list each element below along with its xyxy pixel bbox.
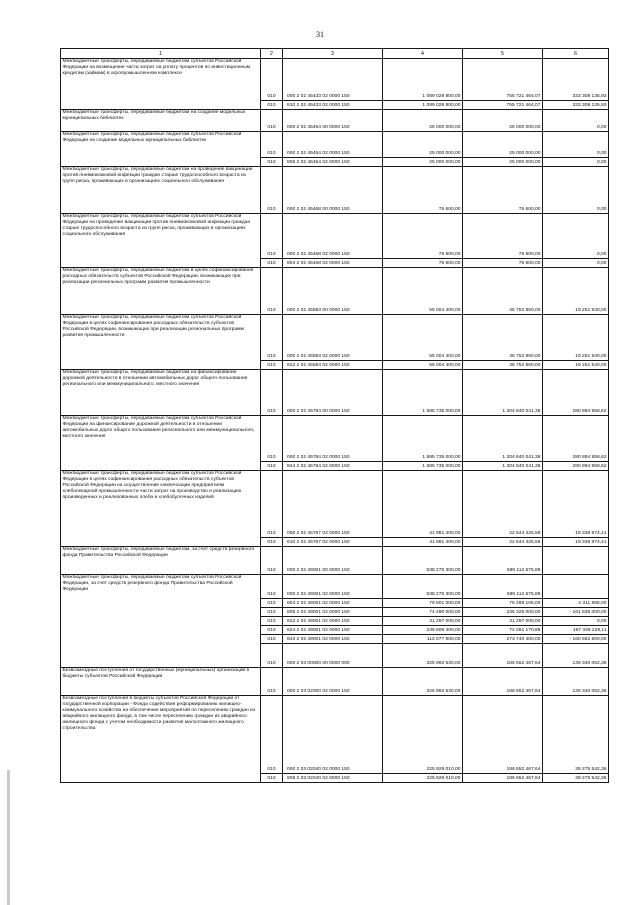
table-row (61, 547, 609, 575)
row-kbk: 000 2 02 45784 00 0000 150 (283, 370, 383, 416)
row-kbk: 000 2 03 02000 02 0000 150 (283, 668, 383, 696)
row-name: Межбюджетные трансферты, передаваемые бюджетам на создание модельных муниципальных библиотек (62, 110, 246, 121)
row-code: 010 (261, 774, 283, 783)
row-code: 010 (261, 59, 283, 101)
row-plan: 55 004 400,00 (383, 315, 463, 361)
table-row (61, 696, 609, 774)
row-name: Межбюджетные трансферты, передаваемые бюджетам субъектов Российской Федерации на проведение вакцинации против пневмококковой инфекции граждан старше трудоспособного возраста из групп риска, проживающих в организациях социального обслуживания (62, 214, 251, 237)
row-rest: 0,00 (543, 259, 609, 268)
row-kbk: 844 2 02 45784 02 0000 150 (283, 462, 383, 471)
row-kbk: 804 2 02 45468 02 0000 150 (283, 259, 383, 268)
table-header-row (61, 49, 609, 59)
row-rest (543, 575, 609, 599)
row-plan: 325 992 530,00 (383, 644, 463, 668)
row-kbk: 808 2 03 02040 02 0000 150 (283, 774, 383, 783)
row-kbk: 805 2 02 49001 02 0000 150 (283, 608, 383, 617)
row-code: 010 (261, 626, 283, 635)
row-plan: 538 275 300,00 (383, 575, 463, 599)
table-row (61, 471, 609, 538)
row-code: 010 (261, 696, 283, 774)
table-row (61, 575, 609, 599)
row-rest: 19 251 540,00 (543, 361, 609, 370)
scan-edge-shadow (7, 770, 10, 905)
row-code: 010 (261, 315, 283, 361)
row-name-cell (61, 370, 261, 416)
row-kbk: 810 2 02 45767 02 0000 150 (283, 538, 383, 547)
row-code: 010 (261, 471, 283, 538)
row-done: 186 652 467,64 (463, 774, 543, 783)
row-code: 010 (261, 644, 283, 668)
row-rest: 19 251 540,00 (543, 268, 609, 315)
row-name: Межбюджетные трансферты, передаваемые бюджетам субъектов Российской Федерации на финансирование дорожной деятельности в отношении автомобильных дорог общего пользования регионального или межмуниципального, местного значения (62, 416, 255, 439)
row-code: 010 (261, 462, 283, 471)
row-rest: 139 340 062,36 (543, 644, 609, 668)
row-rest: 0,00 (543, 167, 609, 214)
row-kbk: 810 2 02 45433 02 0000 150 (283, 101, 383, 110)
row-rest: 0,00 (543, 158, 609, 167)
row-done: 186 652 467,64 (463, 668, 543, 696)
row-done: 75 600,00 (463, 214, 543, 259)
row-plan: 74 490 000,00 (383, 608, 463, 617)
row-done: 186 652 467,64 (463, 644, 543, 668)
row-kbk: 000 2 02 45593 02 0000 150 (283, 315, 383, 361)
row-plan: 75 600,00 (383, 167, 463, 214)
row-kbk: 000 2 02 49001 02 0000 150 (283, 575, 383, 599)
row-plan: 25 000 000,00 (383, 132, 463, 158)
row-done: 1 304 840 041,38 (463, 370, 543, 416)
row-done: 25 000 000,00 (463, 132, 543, 158)
row-rest: 333 308 135,93 (543, 59, 609, 101)
row-code: 010 (261, 547, 283, 575)
row-code: 010 (261, 167, 283, 214)
row-plan: 1 585 735 000,00 (383, 416, 463, 462)
row-kbk: 000 2 02 45454 02 0000 150 (283, 132, 383, 158)
row-plan: 225 929 010,00 (383, 774, 463, 783)
row-name-cell (61, 110, 261, 132)
row-rest: 280 894 958,62 (543, 370, 609, 416)
row-name: Межбюджетные трансферты, передаваемые бюджетам субъектов Российской Федерации на создание модельных муниципальных библиотек (62, 132, 242, 143)
row-plan: 113 077 900,00 (383, 635, 463, 644)
row-rest: 0,00 (543, 617, 609, 626)
table-row (61, 315, 609, 361)
row-name-cell (61, 471, 261, 547)
row-plan: 225 929 010,00 (383, 696, 463, 774)
row-done: 25 000 000,00 (463, 110, 543, 132)
row-rest: 19 336 974,41 (543, 538, 609, 547)
row-plan: 25 000 000,00 (383, 110, 463, 132)
row-plan: 31 297 000,00 (383, 617, 463, 626)
row-name: Межбюджетные трансферты, передаваемые бюджетам субъектов Российской Федерации, за счет средств резервного фонда Правительства Российской Федерации (62, 575, 242, 592)
row-name-cell (61, 167, 261, 214)
row-plan: 538 275 300,00 (383, 547, 463, 575)
row-plan: 55 004 400,00 (383, 361, 463, 370)
header-cell: 2 (261, 49, 283, 59)
row-code: 010 (261, 575, 283, 599)
row-done: 236 325 000,00 (463, 608, 543, 617)
row-kbk: 000 2 02 45593 00 0000 150 (283, 268, 383, 315)
row-name-cell (61, 315, 261, 370)
row-name-cell (61, 668, 261, 696)
row-code: 010 (261, 416, 283, 462)
header-cell: 5 (463, 49, 543, 59)
row-code: 010 (261, 361, 283, 370)
row-kbk: 806 2 02 45454 02 0000 150 (283, 158, 383, 167)
row-rest: 167 348 229,11 (543, 626, 609, 635)
row-plan: 41 981 400,00 (383, 538, 463, 547)
row-name-cell (61, 214, 261, 268)
row-plan: 325 992 530,00 (383, 668, 463, 696)
row-plan: 41 981 400,00 (383, 471, 463, 538)
row-code: 010 (261, 608, 283, 617)
row-name: Межбюджетные трансферты, передаваемые бюджетам субъектов Российской Федерации на возмещение части затрат на уплату процентов по инвестиционным кредитам (займам) в агропромышленном комплексе (62, 59, 250, 76)
row-name-cell (61, 268, 261, 315)
table-row (61, 59, 609, 101)
row-rest: 280 894 958,62 (543, 462, 609, 471)
row-plan: 55 004 400,00 (383, 268, 463, 315)
row-kbk: 000 2 03 00000 00 0000 000 (283, 644, 383, 668)
row-done: 186 652 467,64 (463, 696, 543, 774)
row-kbk: 000 2 03 02040 02 0000 150 (283, 696, 383, 774)
row-name: Безвозмездные поступления в бюджеты субъектов Российской Федерации от государственной корпорации - Фонда содействия реформированию жилищно-коммунального хозяйства на обеспечение мероприятий по переселению граждан из аварийного жилищного фонда, в том числе переселению граждан из аварийного жилищного фонда с учетом необходимости развития малоэтажного жилищного строительства (62, 696, 256, 731)
row-kbk: 843 2 02 49001 02 0000 150 (283, 635, 383, 644)
row-done: 35 752 860,00 (463, 315, 543, 361)
row-kbk: 804 2 02 49001 02 0000 150 (283, 599, 383, 608)
row-done: 35 752 860,00 (463, 268, 543, 315)
row-code: 010 (261, 668, 283, 696)
row-code: 010 (261, 110, 283, 132)
row-rest: 0,00 (543, 214, 609, 259)
row-plan: 75 600,00 (383, 214, 463, 259)
row-done: 75 489 105,00 (463, 599, 543, 608)
budget-table (60, 48, 609, 783)
row-plan: 239 609 400,00 (383, 626, 463, 635)
row-name: Межбюджетные трансферты, передаваемые бюджетам на финансирование дорожной деятельности в отношении автомобильных дорог общего пользования регионального или межмуниципального, местного значения (62, 370, 248, 387)
row-plan: 1 089 029 800,00 (383, 59, 463, 101)
row-plan: 25 000 000,00 (383, 158, 463, 167)
row-done: 1 304 840 041,38 (463, 416, 543, 462)
row-code: 010 (261, 599, 283, 608)
row-rest: 39 275 542,36 (543, 696, 609, 774)
table-row (61, 668, 609, 696)
table-row (61, 132, 609, 158)
row-done: 689 112 675,89 (463, 575, 543, 599)
row-done: 22 644 425,59 (463, 538, 543, 547)
row-done: 1 304 840 041,38 (463, 462, 543, 471)
header-cell: 4 (383, 49, 463, 59)
row-name: Межбюджетные трансферты, передаваемые бюджетам субъектов Российской Федерации в целях софинансирования расходных обязательств субъектов Российской Федерации на осуществление компенсации предприятиям хлебопекарной промышленности части затрат на производство и реализацию произведенных и реализованных хлеба и хлебобулочных изделий (62, 471, 242, 500)
row-name: Межбюджетные трансферты, передаваемые бюджетам в целях софинансирования расходных обязательств субъектов Российской Федерации, возникающих при реализации региональных программ развития промышленности (62, 268, 254, 285)
row-plan: 79 801 000,00 (383, 599, 463, 608)
row-name-cell (61, 59, 261, 110)
row-done: 689 112 675,89 (463, 547, 543, 575)
row-done: 72 261 170,89 (463, 626, 543, 635)
row-kbk: 000 2 02 45454 00 0000 150 (283, 110, 383, 132)
row-rest: 0,00 (543, 132, 609, 158)
row-code: 010 (261, 635, 283, 644)
row-done: 75 600,00 (463, 259, 543, 268)
row-kbk: 000 2 02 45767 02 0000 150 (283, 471, 383, 538)
row-name: Межбюджетные трансферты, передаваемые бюджетам субъектов Российской Федерации в целях софинансирования расходных обязательств субъектов Российской Федерации, возникающих при реализации региональных программ развития промышленности (62, 315, 244, 338)
row-code: 010 (261, 617, 283, 626)
row-plan: 1 585 735 000,00 (383, 370, 463, 416)
table-row (61, 214, 609, 259)
row-kbk: 000 2 02 45433 02 0000 150 (283, 59, 383, 101)
row-rest: - 161 835 000,00 (543, 608, 609, 617)
page-number: 31 (316, 30, 324, 39)
row-plan: 1 089 029 800,00 (383, 101, 463, 110)
row-done: 273 740 400,00 (463, 635, 543, 644)
row-kbk: 822 2 02 45593 02 0000 150 (283, 361, 383, 370)
row-rest: 19 336 974,41 (543, 471, 609, 538)
row-kbk: 822 2 02 49001 02 0000 150 (283, 617, 383, 626)
row-code: 010 (261, 370, 283, 416)
row-kbk: 000 2 02 49001 00 0000 150 (283, 547, 383, 575)
row-done: 22 644 425,59 (463, 471, 543, 538)
row-plan: 1 585 735 000,00 (383, 462, 463, 471)
row-code: 010 (261, 158, 283, 167)
table-row (61, 416, 609, 462)
row-kbk: 000 2 02 45468 02 0000 150 (283, 214, 383, 259)
table-row (61, 370, 609, 416)
header-cell: 6 (543, 49, 609, 59)
row-done: 25 000 000,00 (463, 158, 543, 167)
row-name-cell (61, 132, 261, 167)
row-rest: 19 251 540,00 (543, 315, 609, 361)
header-cell: 3 (283, 49, 383, 59)
row-rest: 333 308 135,93 (543, 101, 609, 110)
row-rest: - 160 662 500,00 (543, 635, 609, 644)
row-name: Межбюджетные трансферты, передаваемые бюджетам на проведение вакцинации против пневмококковой инфекции граждан старше трудоспособного возраста из групп риска, проживающих в организациях социального обслуживания (62, 167, 253, 184)
row-code: 010 (261, 268, 283, 315)
row-name-cell (61, 575, 261, 668)
row-kbk: 000 2 02 45468 00 0000 150 (283, 167, 383, 214)
row-rest: 4 311 895,00 (543, 599, 609, 608)
row-done: 35 752 860,00 (463, 361, 543, 370)
row-plan: 75 600,00 (383, 259, 463, 268)
row-code: 010 (261, 259, 283, 268)
row-name-cell (61, 547, 261, 575)
row-done: 31 297 000,00 (463, 617, 543, 626)
row-done: 75 600,00 (463, 167, 543, 214)
row-rest (543, 547, 609, 575)
row-done: 755 721 464,07 (463, 59, 543, 101)
row-code: 010 (261, 214, 283, 259)
row-name-cell (61, 696, 261, 783)
row-rest: 139 340 062,36 (543, 668, 609, 696)
row-rest: 0,00 (543, 110, 609, 132)
row-name-cell (61, 416, 261, 471)
header-cell: 1 (61, 49, 261, 59)
row-rest: 280 894 958,62 (543, 416, 609, 462)
row-name: Межбюджетные трансферты, передаваемые бюджетам, за счет средств резервного фонда Правительства Российской Федерации (62, 547, 255, 558)
table-row (61, 268, 609, 315)
row-code: 010 (261, 132, 283, 158)
row-kbk: 824 2 02 49001 02 0000 150 (283, 626, 383, 635)
row-code: 010 (261, 101, 283, 110)
row-kbk: 000 2 02 45784 02 0000 150 (283, 416, 383, 462)
table-row (61, 167, 609, 214)
row-code: 010 (261, 538, 283, 547)
row-done: 755 721 464,07 (463, 101, 543, 110)
table-row (61, 110, 609, 132)
row-rest: 39 275 542,36 (543, 774, 609, 783)
row-name: Безвозмездные поступления от государственных (муниципальных) организаций в бюджеты субъектов Российской Федерации (62, 668, 250, 679)
